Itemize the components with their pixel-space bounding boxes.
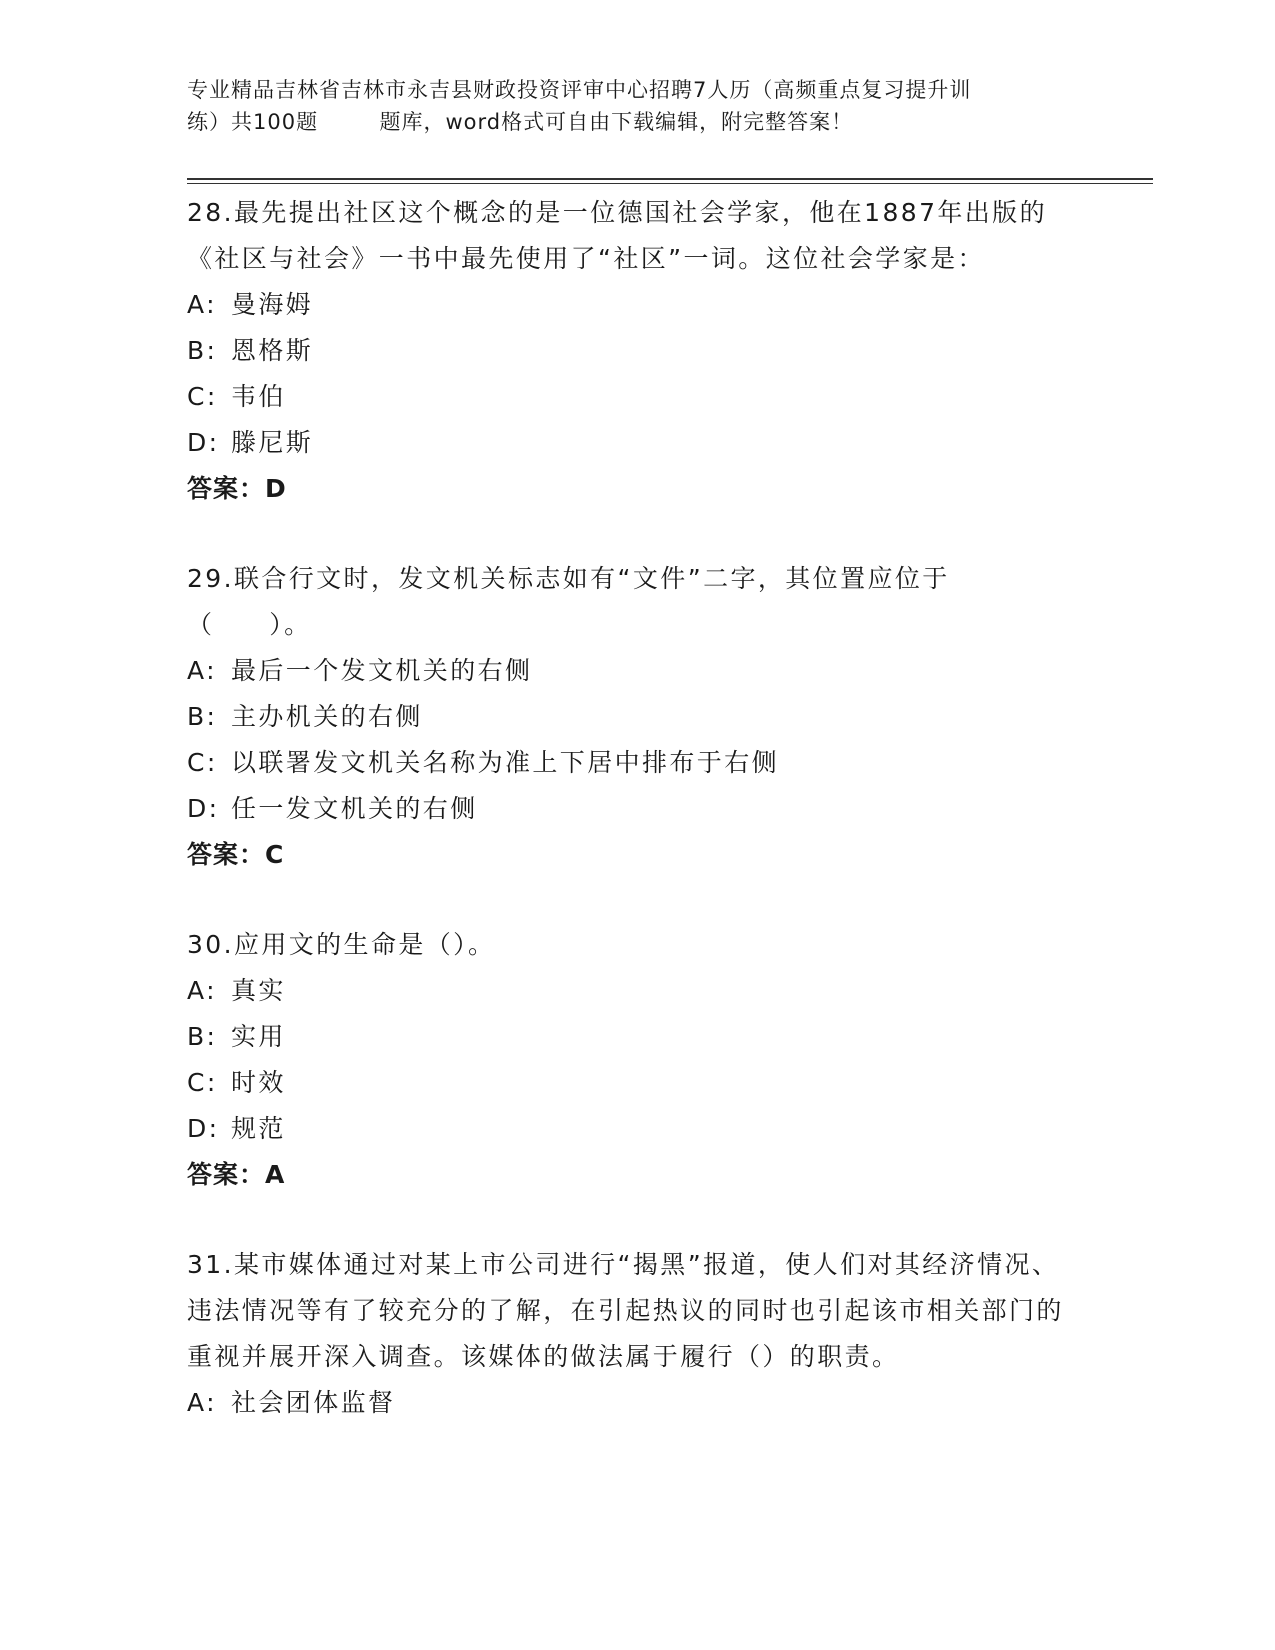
- option-c: [187, 740, 1087, 786]
- option-text: 主办机关的右侧: [231, 702, 423, 731]
- header-line-2: 练）共100题 题库，word格式可自由下载编辑，附完整答案！: [187, 110, 854, 134]
- question-stem: 31.某市媒体通过对某上市公司进行“揭黑”报道，使人们对其经济情况、违法情况等有了较充分的了解，在引起热议的同时也引起该市相关部门的重视并展开深入调查。该媒体的做法属于履行（）的职责。: [187, 1250, 1064, 1371]
- header-line-1: 专业精品吉林省吉林市永吉县财政投资评审中心招聘7人历（高频重点复习提升训: [187, 78, 972, 102]
- option-text: 真实: [231, 976, 286, 1005]
- option-letter: D:: [187, 1114, 220, 1143]
- question-stem: 30.应用文的生命是（）。: [187, 930, 496, 959]
- option-text: 最后一个发文机关的右侧: [231, 656, 533, 685]
- question-stem: 28.最先提出社区这个概念的是一位德国社会学家，他在1887年出版的《社区与社会》一书中最先使用了“社区”一词。这位社会学家是：: [187, 198, 1047, 273]
- option-letter: B:: [187, 336, 218, 365]
- option-d: [187, 1106, 1087, 1152]
- question-30: [187, 922, 1087, 1198]
- question-list: [187, 190, 1087, 1470]
- option-a: [187, 1380, 1087, 1426]
- option-text: 恩格斯: [231, 336, 314, 365]
- answer-label: 答案：A: [187, 1160, 286, 1189]
- option-letter: B:: [187, 1022, 218, 1051]
- option-letter: A:: [187, 1388, 217, 1417]
- option-text: 时效: [231, 1068, 286, 1097]
- option-text: 任一发文机关的右侧: [231, 794, 478, 823]
- question-stem: 29.联合行文时，发文机关标志如有“文件”二字，其位置应位于（ ）。: [187, 564, 950, 639]
- option-b: [187, 1014, 1087, 1060]
- option-text: 曼海姆: [231, 290, 314, 319]
- option-a: [187, 282, 1087, 328]
- option-c: [187, 374, 1087, 420]
- option-d: [187, 786, 1087, 832]
- header-divider: [187, 178, 1153, 184]
- option-b: [187, 694, 1087, 740]
- option-text: 以联署发文机关名称为准上下居中排布于右侧: [231, 748, 780, 777]
- question-29: [187, 556, 1087, 878]
- option-text: 实用: [231, 1022, 286, 1051]
- option-letter: A:: [187, 976, 217, 1005]
- option-letter: C:: [187, 748, 218, 777]
- option-a: [187, 648, 1087, 694]
- option-text: 韦伯: [231, 382, 286, 411]
- option-text: 规范: [231, 1114, 286, 1143]
- question-28: [187, 190, 1087, 512]
- option-a: [187, 968, 1087, 1014]
- option-c: [187, 1060, 1087, 1106]
- option-letter: B:: [187, 702, 218, 731]
- option-text: 滕尼斯: [231, 428, 314, 457]
- option-text: 社会团体监督: [231, 1388, 396, 1417]
- page-header: [187, 74, 1087, 138]
- option-letter: C:: [187, 1068, 218, 1097]
- option-letter: A:: [187, 290, 217, 319]
- option-letter: C:: [187, 382, 218, 411]
- option-d: [187, 420, 1087, 466]
- answer-label: 答案：D: [187, 474, 287, 503]
- option-b: [187, 328, 1087, 374]
- option-letter: D:: [187, 794, 220, 823]
- answer-label: 答案：C: [187, 840, 285, 869]
- option-letter: A:: [187, 656, 217, 685]
- question-31: [187, 1242, 1087, 1426]
- option-letter: D:: [187, 428, 220, 457]
